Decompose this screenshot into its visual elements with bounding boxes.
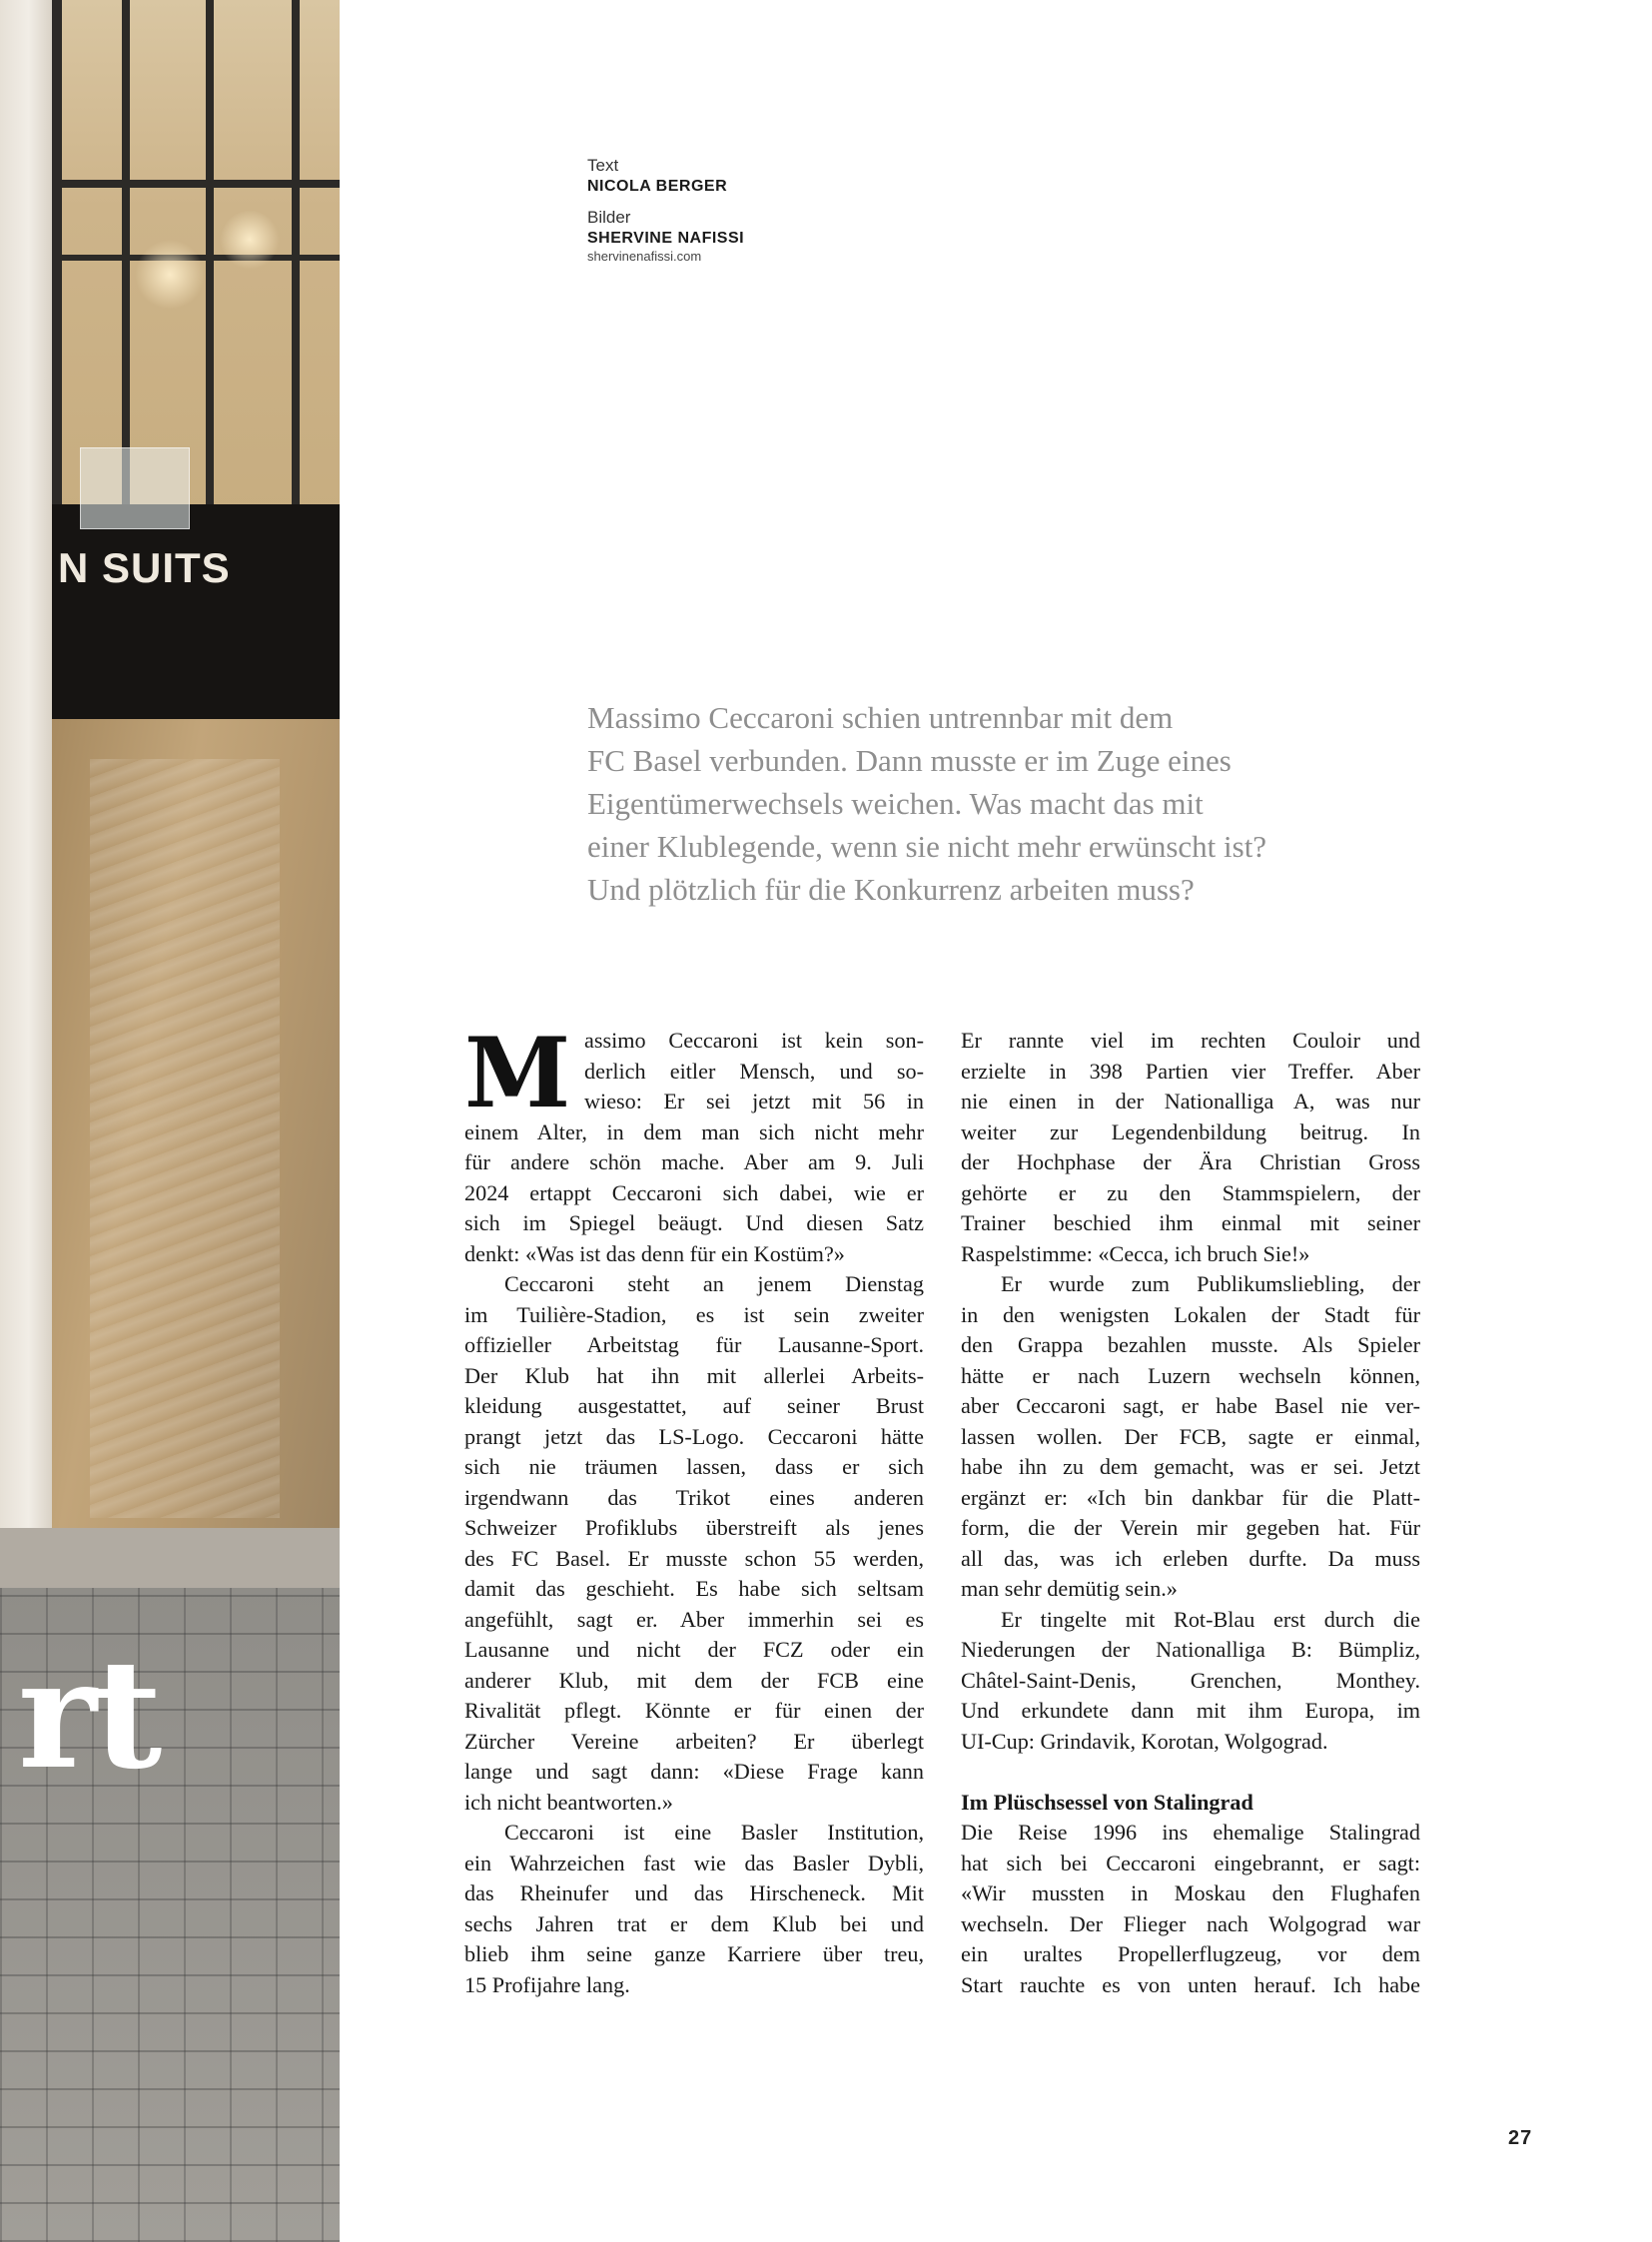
section-subheading: Im Plüschsessel von Stalingrad bbox=[961, 1789, 1253, 1815]
text-credit-name: NICOLA BERGER bbox=[587, 178, 728, 195]
body-line: prangt jetzt das LS-Logo. Ceccaroni hätte bbox=[464, 1423, 924, 1449]
body-line: anderer Klub, mit dem der FCB eine bbox=[464, 1667, 924, 1693]
lead-line: FC Basel verbunden. Dann musste er im Zuge eines bbox=[587, 743, 1232, 778]
body-line: das Rheinufer und das Hirscheneck. Mit bbox=[464, 1880, 924, 1905]
headline-fragment: rt bbox=[18, 1627, 159, 1803]
stone-base bbox=[0, 1528, 340, 1588]
body-line: lange und sagt dann: «Diese Frage kann bbox=[464, 1759, 924, 1784]
body-line: hätte er nach Luzern wechseln können, bbox=[961, 1362, 1420, 1388]
body-line: ich nicht beantworten.» bbox=[464, 1789, 673, 1815]
body-line: offizieller Arbeitstag für Lausanne-Sport. bbox=[464, 1332, 924, 1357]
body-line: für andere schön mache. Aber am 9. Juli bbox=[464, 1149, 924, 1174]
storefront-photo bbox=[0, 0, 340, 2242]
body-line: wechseln. Der Flieger nach Wolgograd war bbox=[961, 1910, 1420, 1936]
body-line: Rivalität pflegt. Könnte er für einen der bbox=[464, 1698, 924, 1723]
window-mullion bbox=[122, 0, 130, 504]
lead-line: Und plötzlich für die Konkurrenz arbeiten muss? bbox=[587, 872, 1195, 907]
body-line: irgendwann das Trikot eines anderen bbox=[464, 1484, 924, 1510]
image-credit-label: Bilder bbox=[587, 208, 631, 227]
body-line: sechs Jahren trat er dem Klub bei und bbox=[464, 1910, 924, 1936]
body-line: wieso: Er sei jetzt mit 56 in bbox=[584, 1089, 924, 1114]
body-line: sich nie träumen lassen, dass er sich bbox=[464, 1454, 924, 1479]
body-line: einem Alter, in dem man sich nicht mehr bbox=[464, 1119, 924, 1144]
ceiling-light bbox=[220, 210, 280, 270]
body-line: ein uraltes Propellerflugzeug, vor dem bbox=[961, 1941, 1420, 1966]
body-line: erzielte in 398 Partien vier Treffer. Aber bbox=[961, 1058, 1420, 1084]
body-line: Ceccaroni ist eine Basler Institution, bbox=[504, 1820, 924, 1845]
body-line: Châtel-Saint-Denis, Grenchen, Monthey. bbox=[961, 1667, 1420, 1693]
body-line: 15 Profijahre lang. bbox=[464, 1971, 630, 1997]
body-line: «Wir mussten in Moskau den Flughafen bbox=[961, 1880, 1420, 1905]
lead-line: Eigentümerwechsels weichen. Was macht das mit bbox=[587, 786, 1204, 821]
lead-line: Massimo Ceccaroni schien untrennbar mit dem bbox=[587, 700, 1174, 735]
page-number: 27 bbox=[1508, 2127, 1533, 2149]
plastic-wrap bbox=[90, 759, 280, 1518]
body-line: form, die der Verein mir gegeben hat. Für bbox=[961, 1515, 1420, 1540]
stone-pillar bbox=[0, 0, 52, 1538]
ceiling-light bbox=[135, 240, 205, 310]
body-line: aber Ceccaroni sagt, er habe Basel nie ver- bbox=[961, 1393, 1420, 1418]
body-line: hat sich bei Ceccaroni eingebrannt, er sagt: bbox=[961, 1850, 1420, 1875]
body-line: kleidung ausgestattet, auf seiner Brust bbox=[464, 1393, 924, 1418]
body-line: Und erkundete dann mit ihm Europa, im bbox=[961, 1698, 1420, 1723]
lead-line: einer Klublegende, wenn sie nicht mehr erwünscht ist? bbox=[587, 829, 1267, 864]
body-line: 2024 ertappt Ceccaroni sich dabei, wie er bbox=[464, 1179, 924, 1205]
body-line: Der Klub hat ihn mit allerlei Arbeits- bbox=[464, 1362, 924, 1388]
body-line: denkt: «Was ist das denn für ein Kostüm?» bbox=[464, 1240, 845, 1266]
body-line: Raspelstimme: «Cecca, ich bruch Sie!» bbox=[961, 1240, 1310, 1266]
body-line: man sehr demütig sein.» bbox=[961, 1576, 1178, 1601]
body-line: habe ihn zu dem gemacht, was er sei. Jetzt bbox=[961, 1454, 1420, 1479]
body-line: Start rauchte es von unten herauf. Ich habe bbox=[961, 1971, 1420, 1997]
glass-railing bbox=[80, 447, 190, 529]
body-line: ergänzt er: «Ich bin dankbar für die Platt- bbox=[961, 1484, 1420, 1510]
shop-sign-text: N SUITS bbox=[58, 544, 231, 591]
text-credit-label: Text bbox=[587, 156, 619, 175]
body-line: Lausanne und nicht der FCZ oder ein bbox=[464, 1637, 924, 1662]
body-line: den Grappa bezahlen musste. Als Spieler bbox=[961, 1332, 1420, 1357]
body-line: Ceccaroni steht an jenem Dienstag bbox=[504, 1271, 924, 1296]
body-line: Er wurde zum Publikumsliebling, der bbox=[1001, 1271, 1420, 1296]
article-column-right bbox=[961, 1026, 1420, 2000]
credits-block bbox=[587, 155, 744, 265]
window-mullion bbox=[52, 0, 62, 504]
body-line: all das, was ich erleben durfte. Da muss bbox=[961, 1545, 1420, 1571]
body-line: Er tingelte mit Rot-Blau erst durch die bbox=[1001, 1606, 1420, 1632]
body-line: lassen wollen. Der FCB, sagte er einmal, bbox=[961, 1423, 1420, 1449]
body-line: Die Reise 1996 ins ehemalige Stalingrad bbox=[961, 1820, 1420, 1845]
window-transom bbox=[52, 180, 340, 188]
body-line: damit das geschieht. Es habe sich seltsam bbox=[464, 1576, 924, 1601]
body-line: der Hochphase der Ära Christian Gross bbox=[961, 1149, 1420, 1174]
shop-sign-band bbox=[52, 504, 340, 719]
body-line: Er rannte viel im rechten Couloir und bbox=[961, 1028, 1420, 1053]
window-mullion bbox=[206, 0, 214, 504]
window-mullion bbox=[292, 0, 300, 504]
body-line: nie einen in der Nationalliga A, was nur bbox=[961, 1089, 1420, 1114]
article-column-left bbox=[464, 1017, 924, 2000]
body-line: weiter zur Legendenbildung beitrug. In bbox=[961, 1119, 1420, 1144]
body-line: im Tuilière-Stadion, es ist sein zweiter bbox=[464, 1301, 924, 1327]
body-line: assimo Ceccaroni ist kein son- bbox=[584, 1028, 924, 1053]
drop-cap: M bbox=[464, 1017, 571, 1129]
body-line: angefühlt, sagt er. Aber immerhin sei es bbox=[464, 1606, 924, 1632]
lead-paragraph bbox=[587, 696, 1446, 911]
body-line: sich im Spiegel beäugt. Und diesen Satz bbox=[464, 1210, 924, 1235]
body-line: des FC Basel. Er musste schon 55 werden, bbox=[464, 1545, 924, 1571]
body-line: Schweizer Profiklubs überstreift als jenes bbox=[464, 1515, 924, 1540]
body-line: derlich eitler Mensch, und so- bbox=[584, 1058, 924, 1084]
body-line: in den wenigsten Lokalen der Stadt für bbox=[961, 1301, 1420, 1327]
body-line: ein Wahrzeichen fast wie das Basler Dybli, bbox=[464, 1850, 924, 1875]
photographer-website: shervinenafissi.com bbox=[587, 249, 702, 264]
body-line: gehörte er zu den Stammspielern, der bbox=[961, 1179, 1420, 1205]
image-credit-name: SHERVINE NAFISSI bbox=[587, 230, 745, 247]
body-line: Trainer beschied ihm einmal mit seiner bbox=[961, 1210, 1420, 1235]
body-line: Zürcher Vereine arbeiten? Er überlegt bbox=[464, 1728, 924, 1754]
body-line: UI-Cup: Grindavik, Korotan, Wolgograd. bbox=[961, 1728, 1328, 1754]
body-line: blieb ihm seine ganze Karriere über treu, bbox=[464, 1941, 924, 1966]
body-line: Niederungen der Nationalliga B: Bümpliz, bbox=[961, 1637, 1420, 1662]
section-gap bbox=[961, 1757, 1420, 1788]
